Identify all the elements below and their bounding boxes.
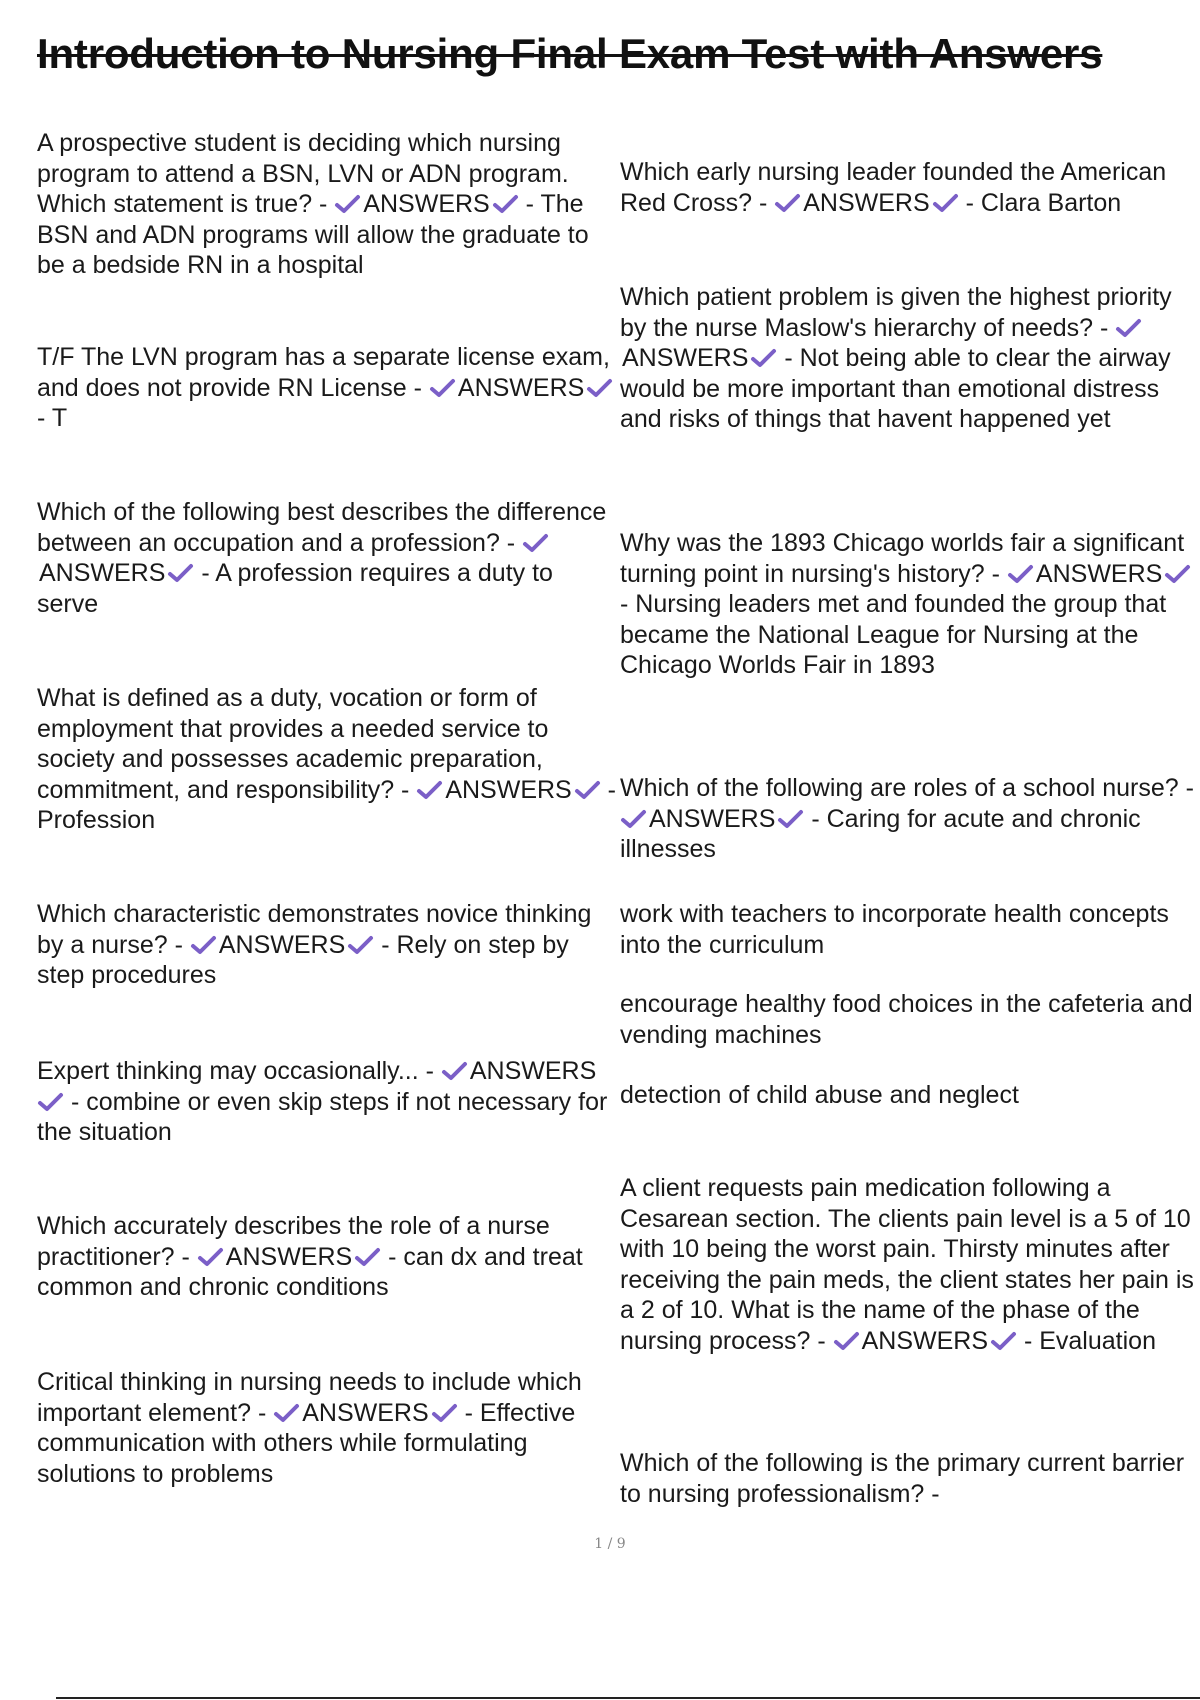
- checkmark-icon: [441, 1061, 468, 1081]
- checkmark-icon: [347, 935, 374, 955]
- checkmark-icon: [416, 780, 443, 800]
- qa-item: [37, 128, 617, 281]
- answer-text: - Clara Barton: [958, 188, 1122, 217]
- checkmark-icon: [574, 780, 601, 800]
- question-text: Critical thinking in nursing needs to include which important element? -: [37, 1368, 582, 1427]
- footer-rule: [56, 1697, 1200, 1699]
- answer-text: - Rely on step by step procedures: [37, 930, 569, 989]
- qa-item: [37, 1367, 617, 1489]
- qa-item: [37, 342, 617, 434]
- answers-label: ANSWERS: [363, 190, 490, 218]
- checkmark-icon: [429, 378, 456, 398]
- list-item: Which of the following is the primary current barrier to nursing professionalism? -: [620, 1449, 1185, 1508]
- answers-label: ANSWERS: [302, 1398, 429, 1427]
- checkmark-icon: [431, 1403, 458, 1423]
- checkmark-icon: [522, 533, 549, 553]
- checkmark-icon: [167, 563, 194, 583]
- answers-label: ANSWERS: [649, 804, 776, 833]
- question-text: Which early nursing leader founded the American Red Cross? -: [620, 158, 1167, 217]
- question-text: Expert thinking may occasionally... -: [37, 1057, 441, 1085]
- question-text: T/F The LVN program has a separate license exam, and does not provide RN License -: [37, 343, 610, 402]
- checkmark-icon: [1007, 564, 1034, 584]
- answer-text: - A profession requires a duty to serve: [37, 559, 553, 618]
- answer-text: - Profession: [37, 775, 616, 834]
- page-title: Introduction to Nursing Final Exam Test with Answers: [37, 30, 1103, 77]
- answers-label: ANSWERS: [861, 1326, 989, 1355]
- checkmark-icon: [37, 1092, 64, 1112]
- qa-item: [620, 157, 1198, 218]
- question-text: A prospective student is deciding which nursing program to attend a BSN, LVN or ADN program. Which statement is true? -: [37, 129, 569, 218]
- checkmark-icon: [586, 378, 613, 398]
- checkmark-icon: [334, 194, 361, 214]
- answers-label: ANSWERS: [445, 775, 572, 804]
- answers-label: ANSWERS: [225, 1242, 353, 1271]
- question-text: Why was the 1893 Chicago worlds fair a significant turning point in nursing's history? -: [620, 529, 1185, 588]
- question-text: Which of the following best describes the difference between an occupation and a profession? -: [37, 498, 607, 557]
- checkmark-icon: [354, 1247, 381, 1267]
- checkmark-icon: [492, 194, 519, 214]
- page-number: 1 / 9: [594, 1536, 626, 1552]
- checkmark-icon: [190, 935, 217, 955]
- answers-label: ANSWERS: [469, 1057, 597, 1085]
- checkmark-icon: [1164, 564, 1191, 584]
- question-text: Which of the following are roles of a school nurse? -: [620, 774, 1194, 802]
- list-item: detection of child abuse and neglect: [620, 1081, 1019, 1109]
- answer-text: - Effective communication with others while formulating solutions to problems: [37, 1398, 576, 1488]
- answers-label: ANSWERS: [622, 344, 749, 372]
- checkmark-icon: [833, 1331, 860, 1351]
- checkmark-icon: [273, 1403, 300, 1423]
- checkmark-icon: [774, 193, 801, 213]
- checkmark-icon: [777, 809, 804, 829]
- qa-item: [620, 773, 1198, 865]
- qa-item: [37, 497, 617, 619]
- qa-item: [37, 1056, 617, 1148]
- answer-text: - combine or even skip steps if not necessary for the situation: [37, 1087, 608, 1146]
- question-text: A client requests pain medication following a Cesarean section. The clients pain level is a 5 of 10 with 10 being the worst pain. Thirsty minutes after receiving the pain meds, the client states her pain is a 2 of 10. What is the name of the phase of the nursing process? -: [620, 1174, 1194, 1355]
- answer-text: - Evaluation: [1017, 1326, 1156, 1355]
- answers-label: ANSWERS: [218, 930, 346, 959]
- checkmark-icon: [932, 193, 959, 213]
- list-item: work with teachers to incorporate health concepts into the curriculum: [620, 900, 1169, 959]
- qa-item: [37, 683, 617, 836]
- answer-text: - The BSN and ADN programs will allow the graduate to be a bedside RN in a hospital: [37, 190, 589, 279]
- qa-item: [620, 1173, 1198, 1356]
- question-text: Which accurately describes the role of a nurse practitioner? -: [37, 1212, 550, 1271]
- checkmark-icon: [990, 1331, 1017, 1351]
- list-item: encourage healthy food choices in the cafeteria and vending machines: [620, 990, 1193, 1049]
- answer-text: - Not being able to clear the airway would be more important than emotional distress and risks of things that havent happened yet: [620, 344, 1171, 433]
- checkmark-icon: [620, 809, 647, 829]
- answer-text: - T: [37, 404, 68, 432]
- answer-text: - can dx and treat common and chronic conditions: [37, 1242, 583, 1301]
- checkmark-icon: [750, 348, 777, 368]
- answers-label: ANSWERS: [803, 188, 930, 217]
- qa-item: [620, 528, 1198, 681]
- checkmark-icon: [197, 1247, 224, 1267]
- qa-item: [37, 1211, 617, 1303]
- answers-label: ANSWERS: [1035, 559, 1163, 588]
- answer-text: - Caring for acute and chronic illnesses: [620, 804, 1141, 863]
- question-text: Which characteristic demonstrates novice thinking by a nurse? -: [37, 900, 592, 959]
- qa-item: [620, 282, 1198, 435]
- qa-item: [37, 899, 617, 991]
- question-text: What is defined as a duty, vocation or form of employment that provides a needed service to society and possesses academic preparation, commitment, and responsibility? -: [37, 684, 549, 804]
- answers-label: ANSWERS: [457, 373, 585, 402]
- checkmark-icon: [1115, 318, 1142, 338]
- answers-label: ANSWERS: [39, 559, 166, 587]
- answer-text: - Nursing leaders met and founded the group that became the National League for Nursing at the Chicago Worlds Fair in 1893: [620, 590, 1167, 679]
- question-text: Which patient problem is given the highest priority by the nurse Maslow's hierarchy of needs? -: [620, 283, 1172, 342]
